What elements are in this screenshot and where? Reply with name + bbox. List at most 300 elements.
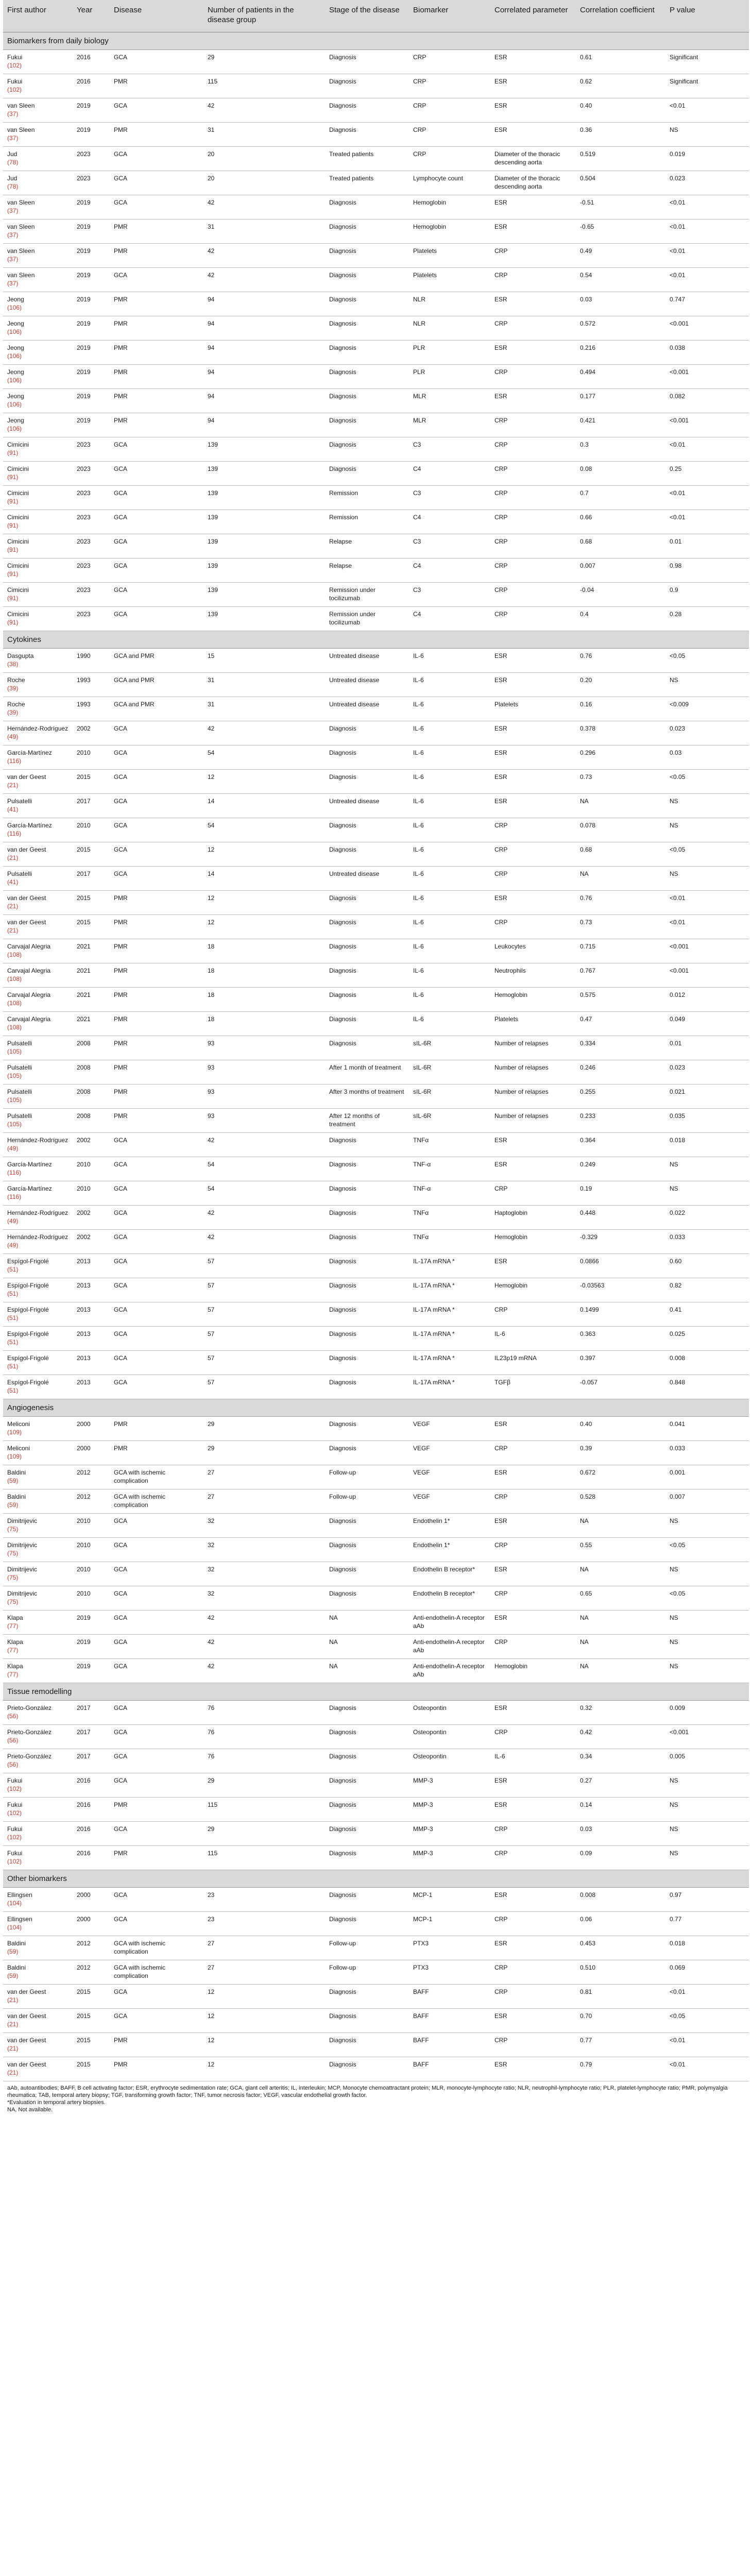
reference-link[interactable]: (21): [7, 1996, 19, 2004]
author-name: van der Geest: [7, 1988, 46, 1995]
stage-cell: Untreated disease: [325, 673, 409, 697]
reference-link[interactable]: (108): [7, 951, 22, 958]
correlation-coefficient-cell: 0.494: [576, 365, 665, 389]
correlation-coefficient-cell: 0.68: [576, 534, 665, 558]
reference-link[interactable]: (105): [7, 1072, 22, 1079]
year-cell: 2013: [73, 1375, 110, 1399]
correlated-parameter-cell: CRP: [490, 1302, 576, 1327]
reference-link[interactable]: (37): [7, 255, 19, 263]
reference-link[interactable]: (109): [7, 1428, 22, 1436]
section-header-row: [3, 1870, 749, 1888]
reference-link[interactable]: (91): [7, 497, 19, 505]
disease-cell: GCA: [110, 1701, 203, 1725]
reference-link[interactable]: (104): [7, 1899, 22, 1907]
biomarker-cell: Hemoglobin: [409, 195, 490, 219]
reference-link[interactable]: (102): [7, 61, 22, 69]
correlated-parameter-cell: Number of relapses: [490, 1084, 576, 1109]
reference-link[interactable]: (106): [7, 400, 22, 408]
author-name: García-Martínez: [7, 1185, 52, 1192]
p-value-cell: 0.001: [665, 1465, 749, 1489]
patient-count-cell: 20: [203, 147, 325, 171]
correlation-coefficient-cell: NA: [576, 867, 665, 891]
reference-link[interactable]: (106): [7, 425, 22, 432]
reference-link[interactable]: (51): [7, 1362, 19, 1370]
reference-link[interactable]: (21): [7, 854, 19, 861]
author-name: Baldini: [7, 1940, 26, 1947]
column-header: P value: [665, 0, 749, 32]
correlation-coefficient-cell: 0.81: [576, 1985, 665, 2009]
p-value-cell: <0.05: [665, 770, 749, 794]
author-cell: [3, 365, 73, 389]
reference-link[interactable]: (102): [7, 1809, 22, 1817]
correlated-parameter-cell: CRP: [490, 244, 576, 268]
biomarker-cell: Endothelin B receptor*: [409, 1586, 490, 1611]
p-value-cell: 0.005: [665, 1749, 749, 1773]
reference-link[interactable]: (102): [7, 1785, 22, 1792]
correlated-parameter-cell: ESR: [490, 389, 576, 413]
reference-link[interactable]: (78): [7, 182, 19, 190]
year-cell: 2015: [73, 915, 110, 939]
author-cell: [3, 1888, 73, 1912]
p-value-cell: 0.025: [665, 1327, 749, 1351]
author-cell: [3, 1181, 73, 1206]
reference-link[interactable]: (91): [7, 594, 19, 602]
reference-link[interactable]: (41): [7, 805, 19, 813]
reference-link[interactable]: (91): [7, 570, 19, 578]
reference-link[interactable]: (106): [7, 328, 22, 335]
reference-link[interactable]: (49): [7, 1144, 19, 1152]
stage-cell: Diagnosis: [325, 1417, 409, 1441]
reference-link[interactable]: (105): [7, 1120, 22, 1128]
correlation-coefficient-cell: 0.007: [576, 558, 665, 583]
table-row: [3, 1084, 749, 1109]
disease-cell: PMR: [110, 413, 203, 437]
reference-link[interactable]: (116): [7, 757, 22, 765]
reference-link[interactable]: (105): [7, 1047, 22, 1055]
author-cell: [3, 1586, 73, 1611]
disease-cell: GCA: [110, 1538, 203, 1562]
disease-cell: GCA: [110, 1822, 203, 1846]
patient-count-cell: 32: [203, 1562, 325, 1586]
disease-cell: PMR: [110, 292, 203, 316]
reference-link[interactable]: (59): [7, 1501, 19, 1509]
biomarker-cell: C3: [409, 534, 490, 558]
stage-cell: After 12 months of treatment: [325, 1109, 409, 1133]
stage-cell: Diagnosis: [325, 1036, 409, 1060]
stage-cell: NA: [325, 1611, 409, 1635]
column-header: Disease: [110, 0, 203, 32]
biomarker-cell: MCP-1: [409, 1912, 490, 1936]
reference-link[interactable]: (116): [7, 1168, 22, 1176]
correlated-parameter-cell: Neutrophils: [490, 963, 576, 988]
patient-count-cell: 57: [203, 1375, 325, 1399]
correlation-coefficient-cell: 0.34: [576, 1749, 665, 1773]
author-cell: [3, 988, 73, 1012]
disease-cell: PMR: [110, 219, 203, 244]
disease-cell: GCA: [110, 195, 203, 219]
reference-link[interactable]: (78): [7, 158, 19, 166]
author-cell: [3, 1230, 73, 1254]
author-name: Espígol-Frigolé: [7, 1306, 49, 1313]
correlation-coefficient-cell: 0.504: [576, 171, 665, 195]
reference-link[interactable]: (105): [7, 1096, 22, 1104]
reference-link[interactable]: (75): [7, 1573, 19, 1581]
correlation-coefficient-cell: 0.078: [576, 818, 665, 842]
author-name: Dimitrijevic: [7, 1566, 37, 1573]
biomarker-cell: IL-17A mRNA *: [409, 1327, 490, 1351]
biomarker-cell: Osteopontin: [409, 1749, 490, 1773]
author-cell: [3, 1798, 73, 1822]
stage-cell: Diagnosis: [325, 1822, 409, 1846]
author-name: García-Martínez: [7, 1161, 52, 1168]
author-name: Ellingsen: [7, 1916, 32, 1923]
correlated-parameter-cell: ESR: [490, 50, 576, 74]
table-row: [3, 891, 749, 915]
reference-link[interactable]: (91): [7, 521, 19, 529]
correlation-coefficient-cell: 0.76: [576, 649, 665, 673]
p-value-cell: NS: [665, 1822, 749, 1846]
reference-link[interactable]: (38): [7, 660, 19, 668]
stage-cell: Diagnosis: [325, 1206, 409, 1230]
correlated-parameter-cell: CRP: [490, 818, 576, 842]
year-cell: 2013: [73, 1302, 110, 1327]
table-row: [3, 437, 749, 462]
patient-count-cell: 27: [203, 1489, 325, 1514]
p-value-cell: 0.023: [665, 171, 749, 195]
year-cell: 2019: [73, 1635, 110, 1659]
stage-cell: Diagnosis: [325, 915, 409, 939]
reference-link[interactable]: (51): [7, 1314, 19, 1321]
stage-cell: Diagnosis: [325, 988, 409, 1012]
reference-link[interactable]: (59): [7, 1477, 19, 1484]
biomarker-cell: Endothelin 1*: [409, 1514, 490, 1538]
biomarker-cell: BAFF: [409, 2033, 490, 2057]
correlated-parameter-cell: ESR: [490, 195, 576, 219]
table-row: [3, 770, 749, 794]
patient-count-cell: 94: [203, 365, 325, 389]
reference-link[interactable]: (21): [7, 2044, 19, 2052]
stage-cell: Diagnosis: [325, 842, 409, 867]
p-value-cell: 0.069: [665, 1960, 749, 1985]
reference-link[interactable]: (102): [7, 1857, 22, 1865]
correlation-coefficient-cell: 0.62: [576, 74, 665, 98]
disease-cell: PMR: [110, 1846, 203, 1870]
stage-cell: Treated patients: [325, 171, 409, 195]
reference-link[interactable]: (51): [7, 1386, 19, 1394]
reference-link[interactable]: (102): [7, 86, 22, 93]
stage-cell: Diagnosis: [325, 1278, 409, 1302]
disease-cell: GCA: [110, 1659, 203, 1683]
table-row: [3, 2033, 749, 2057]
p-value-cell: <0.01: [665, 195, 749, 219]
reference-link[interactable]: (37): [7, 110, 19, 117]
biomarker-cell: TNFα: [409, 1206, 490, 1230]
correlation-coefficient-cell: 0.216: [576, 341, 665, 365]
patient-count-cell: 14: [203, 794, 325, 818]
author-cell: [3, 607, 73, 631]
reference-link[interactable]: (108): [7, 975, 22, 982]
reference-link[interactable]: (21): [7, 2020, 19, 2028]
correlated-parameter-cell: ESR: [490, 649, 576, 673]
stage-cell: Diagnosis: [325, 939, 409, 963]
reference-link[interactable]: (56): [7, 1712, 19, 1720]
disease-cell: GCA: [110, 534, 203, 558]
author-cell: [3, 1133, 73, 1157]
patient-count-cell: 139: [203, 462, 325, 486]
reference-link[interactable]: (39): [7, 684, 19, 692]
reference-link[interactable]: (75): [7, 1549, 19, 1557]
correlated-parameter-cell: Hemoglobin: [490, 1659, 576, 1683]
author-cell: [3, 437, 73, 462]
correlated-parameter-cell: CRP: [490, 510, 576, 534]
biomarker-cell: Lymphocyte count: [409, 171, 490, 195]
reference-link[interactable]: (108): [7, 999, 22, 1007]
biomarker-cell: VEGF: [409, 1465, 490, 1489]
p-value-cell: <0.01: [665, 891, 749, 915]
correlated-parameter-cell: ESR: [490, 1701, 576, 1725]
author-cell: [3, 1278, 73, 1302]
patient-count-cell: 93: [203, 1060, 325, 1084]
stage-cell: Diagnosis: [325, 1157, 409, 1181]
reference-link[interactable]: (91): [7, 618, 19, 626]
author-cell: [3, 721, 73, 745]
reference-link[interactable]: (75): [7, 1598, 19, 1605]
p-value-cell: <0.001: [665, 316, 749, 341]
disease-cell: GCA and PMR: [110, 697, 203, 721]
biomarker-cell: IL-6: [409, 988, 490, 1012]
author-cell: [3, 1417, 73, 1441]
reference-link[interactable]: (41): [7, 878, 19, 886]
reference-link[interactable]: (21): [7, 926, 19, 934]
reference-link[interactable]: (91): [7, 473, 19, 481]
author-name: García-Martínez: [7, 749, 52, 756]
correlation-coefficient-cell: NA: [576, 1635, 665, 1659]
reference-link[interactable]: (49): [7, 1241, 19, 1249]
patient-count-cell: 54: [203, 745, 325, 770]
year-cell: 2012: [73, 1960, 110, 1985]
stage-cell: Relapse: [325, 558, 409, 583]
year-cell: 2015: [73, 770, 110, 794]
patient-count-cell: 42: [203, 1206, 325, 1230]
disease-cell: PMR: [110, 1109, 203, 1133]
disease-cell: GCA with ischemic complication: [110, 1489, 203, 1514]
reference-link[interactable]: (49): [7, 733, 19, 740]
author-cell: [3, 2057, 73, 2081]
author-cell: [3, 867, 73, 891]
biomarker-cell: IL-6: [409, 673, 490, 697]
disease-cell: GCA: [110, 1611, 203, 1635]
author-name: Cimicini: [7, 538, 29, 545]
patient-count-cell: 42: [203, 721, 325, 745]
patient-count-cell: 29: [203, 1417, 325, 1441]
reference-link[interactable]: (102): [7, 1833, 22, 1841]
reference-link[interactable]: (75): [7, 1525, 19, 1533]
author-name: Fukui: [7, 1850, 23, 1857]
correlation-coefficient-cell: 0.672: [576, 1465, 665, 1489]
reference-link[interactable]: (49): [7, 1217, 19, 1225]
disease-cell: GCA: [110, 462, 203, 486]
reference-link[interactable]: (21): [7, 2069, 19, 2076]
biomarker-cell: sIL-6R: [409, 1036, 490, 1060]
patient-count-cell: 27: [203, 1936, 325, 1960]
table-row: [3, 1586, 749, 1611]
biomarker-cell: C3: [409, 486, 490, 510]
disease-cell: GCA: [110, 721, 203, 745]
reference-link[interactable]: (39): [7, 708, 19, 716]
p-value-cell: NS: [665, 1514, 749, 1538]
disease-cell: PMR: [110, 1036, 203, 1060]
author-name: Fukui: [7, 54, 23, 61]
year-cell: 2021: [73, 1012, 110, 1036]
disease-cell: GCA with ischemic complication: [110, 1465, 203, 1489]
reference-link[interactable]: (51): [7, 1265, 19, 1273]
correlation-coefficient-cell: -0.51: [576, 195, 665, 219]
reference-link[interactable]: (51): [7, 1338, 19, 1346]
disease-cell: GCA and PMR: [110, 649, 203, 673]
biomarker-cell: IL-6: [409, 794, 490, 818]
stage-cell: Diagnosis: [325, 1375, 409, 1399]
author-name: Roche: [7, 701, 25, 708]
p-value-cell: NS: [665, 673, 749, 697]
stage-cell: Diagnosis: [325, 1562, 409, 1586]
reference-link[interactable]: (116): [7, 1193, 22, 1200]
stage-cell: Diagnosis: [325, 1012, 409, 1036]
patient-count-cell: 12: [203, 891, 325, 915]
biomarker-cell: Hemoglobin: [409, 219, 490, 244]
disease-cell: PMR: [110, 74, 203, 98]
correlated-parameter-cell: Number of relapses: [490, 1109, 576, 1133]
author-name: Carvajal Alegria: [7, 967, 51, 974]
reference-link[interactable]: (37): [7, 134, 19, 142]
patient-count-cell: 12: [203, 1985, 325, 2009]
correlated-parameter-cell: Diameter of the thoracic descending aorta: [490, 171, 576, 195]
table-row: [3, 2057, 749, 2081]
author-name: Prieto-González: [7, 1728, 52, 1736]
author-name: Meliconi: [7, 1420, 30, 1428]
reference-link[interactable]: (56): [7, 1760, 19, 1768]
stage-cell: Diagnosis: [325, 123, 409, 147]
author-name: Jud: [7, 175, 18, 182]
year-cell: 2021: [73, 939, 110, 963]
disease-cell: GCA: [110, 437, 203, 462]
reference-link[interactable]: (104): [7, 1923, 22, 1931]
table-row: [3, 649, 749, 673]
patient-count-cell: 42: [203, 244, 325, 268]
biomarker-cell: Osteopontin: [409, 1725, 490, 1749]
table-row: [3, 1960, 749, 1985]
biomarker-cell: MCP-1: [409, 1888, 490, 1912]
p-value-cell: NS: [665, 1611, 749, 1635]
reference-link[interactable]: (116): [7, 829, 22, 837]
patient-count-cell: 54: [203, 818, 325, 842]
reference-link[interactable]: (77): [7, 1646, 19, 1654]
p-value-cell: 0.035: [665, 1109, 749, 1133]
biomarker-cell: IL-6: [409, 939, 490, 963]
table-row: [3, 50, 749, 74]
biomarker-cell: Osteopontin: [409, 1701, 490, 1725]
year-cell: 2017: [73, 1701, 110, 1725]
reference-link[interactable]: (106): [7, 352, 22, 360]
author-cell: [3, 316, 73, 341]
disease-cell: GCA: [110, 1773, 203, 1798]
reference-link[interactable]: (59): [7, 1972, 19, 1979]
author-cell: [3, 1441, 73, 1465]
reference-link[interactable]: (108): [7, 1023, 22, 1031]
patient-count-cell: 31: [203, 673, 325, 697]
author-cell: [3, 1773, 73, 1798]
correlated-parameter-cell: CRP: [490, 1960, 576, 1985]
biomarker-cell: IL-17A mRNA *: [409, 1375, 490, 1399]
year-cell: 2016: [73, 1822, 110, 1846]
year-cell: 2000: [73, 1912, 110, 1936]
reference-link[interactable]: (59): [7, 1947, 19, 1955]
correlated-parameter-cell: Number of relapses: [490, 1036, 576, 1060]
stage-cell: Diagnosis: [325, 268, 409, 292]
correlated-parameter-cell: Hemoglobin: [490, 1278, 576, 1302]
p-value-cell: Significant: [665, 50, 749, 74]
patient-count-cell: 23: [203, 1912, 325, 1936]
reference-link[interactable]: (91): [7, 546, 19, 553]
p-value-cell: <0.001: [665, 413, 749, 437]
table-row: [3, 558, 749, 583]
reference-link[interactable]: (37): [7, 279, 19, 287]
year-cell: 2019: [73, 268, 110, 292]
correlation-coefficient-cell: -0.329: [576, 1230, 665, 1254]
reference-link[interactable]: (21): [7, 781, 19, 789]
year-cell: 2019: [73, 123, 110, 147]
reference-link[interactable]: (77): [7, 1670, 19, 1678]
correlation-coefficient-cell: 0.55: [576, 1538, 665, 1562]
reference-link[interactable]: (77): [7, 1622, 19, 1630]
author-name: Prieto-González: [7, 1704, 52, 1711]
year-cell: 2017: [73, 1725, 110, 1749]
year-cell: 2015: [73, 842, 110, 867]
reference-link[interactable]: (37): [7, 231, 19, 239]
reference-link[interactable]: (106): [7, 376, 22, 384]
stage-cell: Diagnosis: [325, 316, 409, 341]
correlation-coefficient-cell: 0.14: [576, 1798, 665, 1822]
reference-link[interactable]: (37): [7, 207, 19, 214]
author-name: Dasgupta: [7, 652, 34, 659]
biomarker-cell: MMP-3: [409, 1846, 490, 1870]
reference-link[interactable]: (56): [7, 1736, 19, 1744]
disease-cell: GCA: [110, 1562, 203, 1586]
author-name: van Sleen: [7, 102, 35, 109]
reference-link[interactable]: (106): [7, 303, 22, 311]
reference-link[interactable]: (51): [7, 1290, 19, 1297]
biomarker-cell: BAFF: [409, 2009, 490, 2033]
year-cell: 2019: [73, 365, 110, 389]
biomarker-cell: IL-6: [409, 891, 490, 915]
author-name: Jeong: [7, 368, 24, 376]
author-name: Cimicini: [7, 514, 29, 521]
patient-count-cell: 18: [203, 988, 325, 1012]
stage-cell: Diagnosis: [325, 1441, 409, 1465]
reference-link[interactable]: (21): [7, 902, 19, 910]
reference-link[interactable]: (91): [7, 449, 19, 456]
p-value-cell: 0.019: [665, 147, 749, 171]
patient-count-cell: 94: [203, 389, 325, 413]
correlated-parameter-cell: Platelets: [490, 1012, 576, 1036]
stage-cell: Diagnosis: [325, 1254, 409, 1278]
reference-link[interactable]: (109): [7, 1452, 22, 1460]
year-cell: 2012: [73, 1936, 110, 1960]
correlation-coefficient-cell: 0.528: [576, 1489, 665, 1514]
patient-count-cell: 76: [203, 1725, 325, 1749]
disease-cell: GCA: [110, 607, 203, 631]
year-cell: 2002: [73, 1206, 110, 1230]
patient-count-cell: 29: [203, 1773, 325, 1798]
